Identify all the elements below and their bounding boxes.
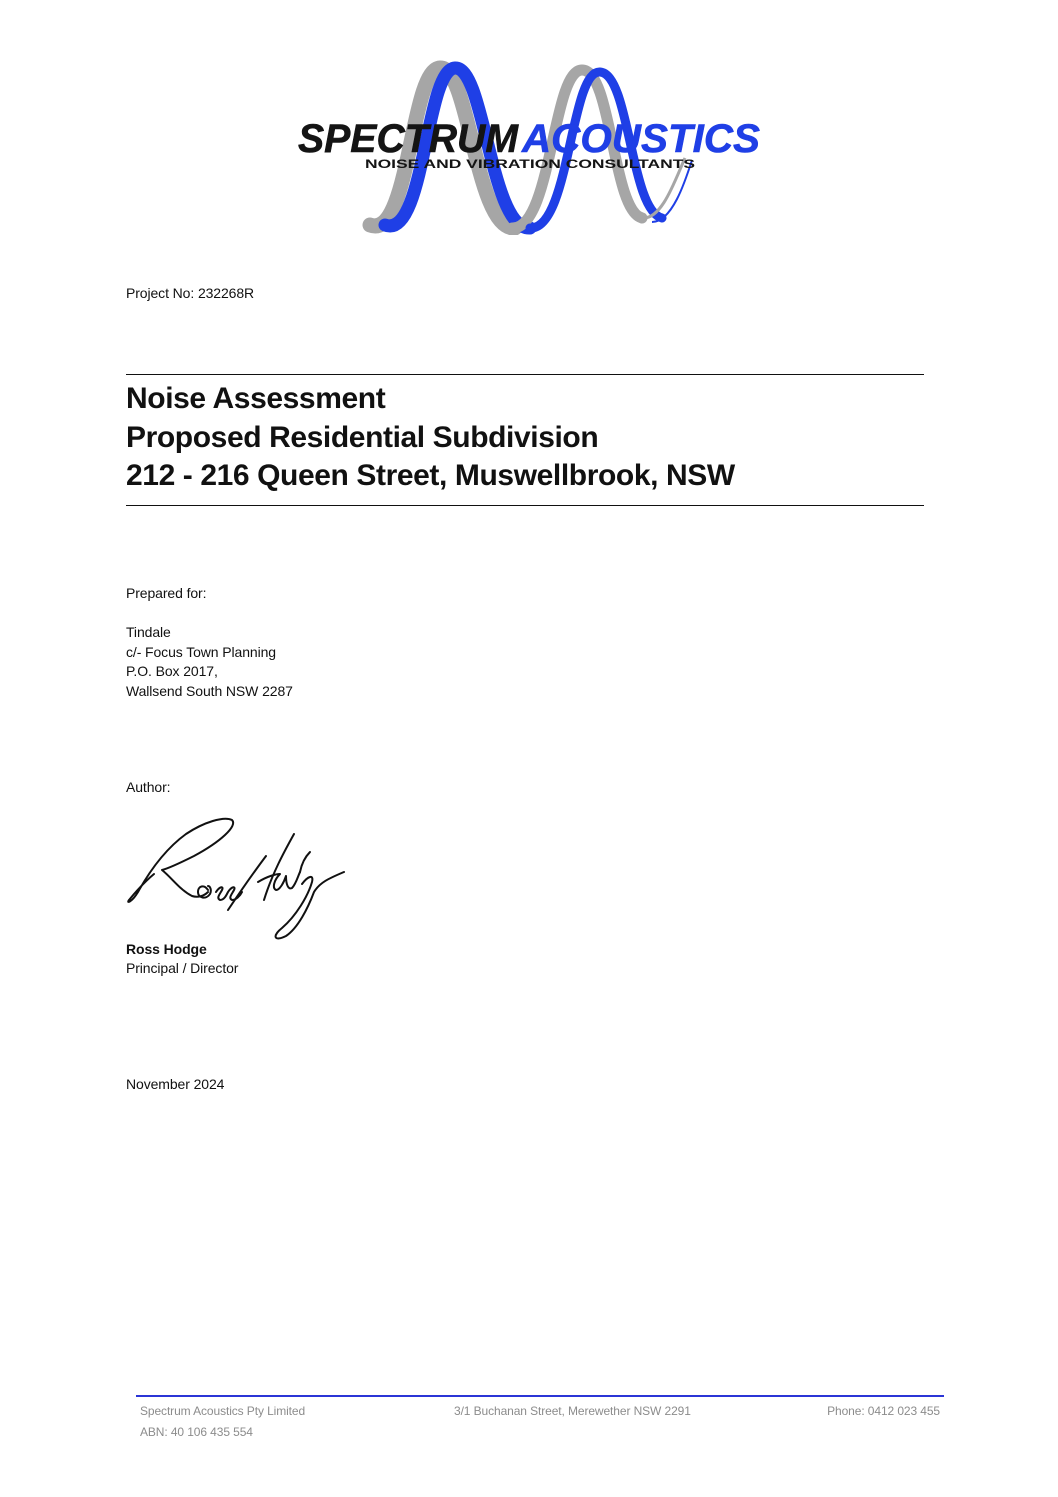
title-divider-bottom: [126, 505, 924, 506]
footer-divider: [136, 1395, 944, 1397]
author-signature: [124, 812, 354, 944]
client-address: [126, 623, 293, 701]
prepared-for-label: Prepared for:: [126, 585, 207, 601]
author-label: Author:: [126, 779, 171, 795]
logo-wordmark-acoustics: ACOUSTICS: [520, 117, 761, 161]
report-date: November 2024: [126, 1076, 225, 1092]
title-divider-top: [126, 374, 924, 375]
author-name: Ross Hodge: [126, 941, 207, 957]
project-number: Project No: 232268R: [126, 285, 255, 301]
logo-wordmark-spectrum: SPECTRUM: [298, 117, 520, 161]
client-name: Tindale: [126, 624, 171, 640]
footer-address: 3/1 Buchanan Street, Merewether NSW 2291: [454, 1404, 691, 1418]
report-title: [126, 380, 924, 496]
client-care-of: c/- Focus Town Planning: [126, 643, 276, 660]
footer-abn: ABN: 40 106 435 554: [140, 1425, 253, 1439]
logo-tagline: NOISE AND VIBRATION CONSULTANTS: [365, 157, 695, 171]
author-role: Principal / Director: [126, 960, 239, 976]
client-suburb: Wallsend South NSW 2287: [126, 682, 293, 699]
title-line-1: Noise Assessment: [126, 382, 386, 415]
client-po-box: P.O. Box 2017,: [126, 663, 218, 679]
title-line-2: Proposed Residential Subdivision: [126, 420, 599, 454]
footer-phone: Phone: 0412 023 455: [827, 1404, 940, 1418]
footer-company: Spectrum Acoustics Pty Limited: [140, 1404, 306, 1418]
title-line-3: 212 - 216 Queen Street, Muswellbrook, NSW: [126, 459, 735, 492]
company-logo: [290, 60, 770, 235]
